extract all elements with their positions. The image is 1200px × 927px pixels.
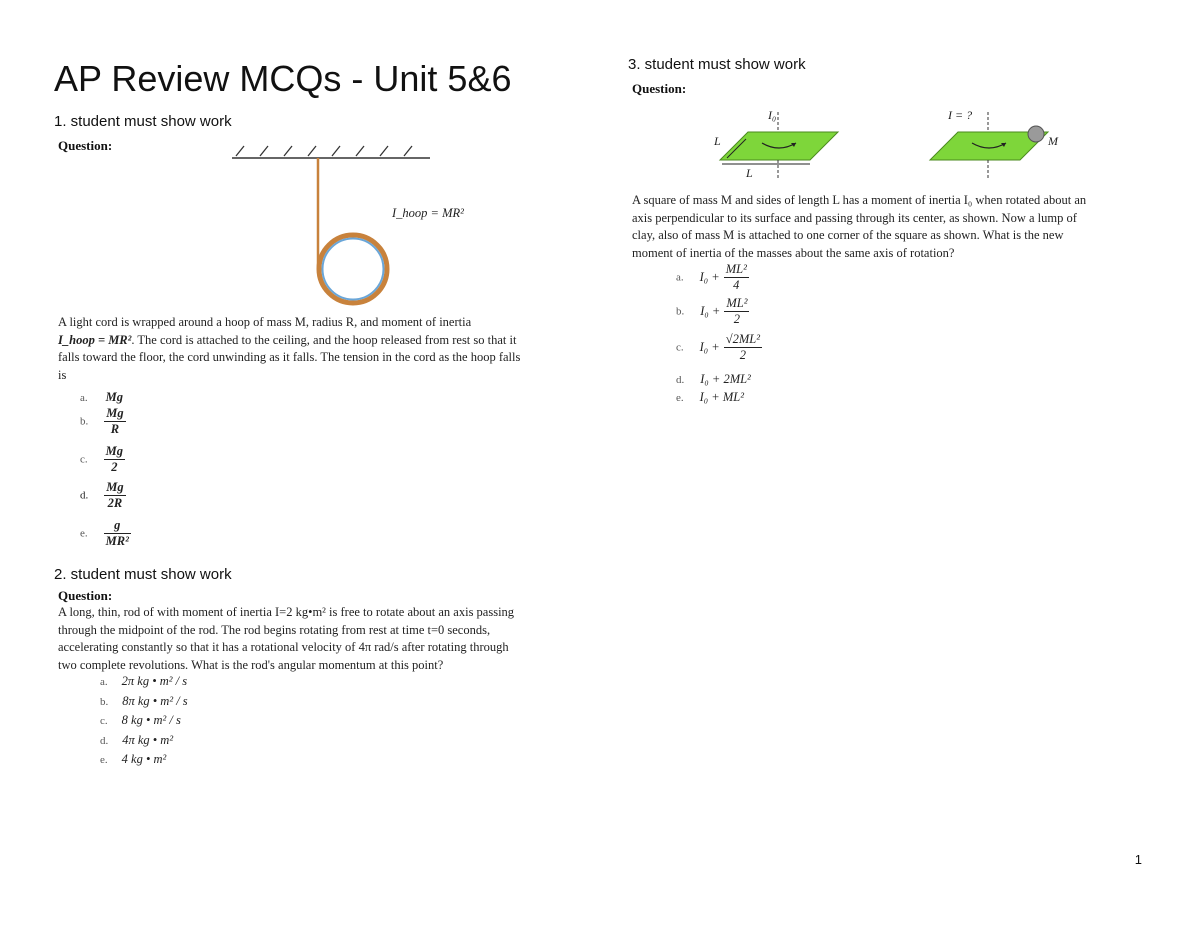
option-fraction [104,406,125,437]
q3-line-4: moment of inertia of the masses about the same axis of rotation? [632,245,955,260]
fraction-numerator: g [114,518,121,532]
hoop-diagram [228,138,438,310]
q2-line-3: accelerating constantly so that it has a rotational velocity of 4π rad/s after rotating through [58,640,509,654]
q3-question-word: Question: [632,81,687,96]
option-value: 8π kg • m² / s [122,693,188,708]
fig-I0-label: I₀ [768,108,777,122]
fraction-numerator: ML² [725,262,747,276]
option-value: 4π kg • m² [122,732,174,747]
q2-line-4: two complete revolutions. What is the rod's angular momentum at this point? [58,657,444,672]
fraction-denominator: 2 [104,459,125,475]
q2-label: 2. student must show work [54,566,232,583]
option-letter: a. [80,392,88,404]
option-letter: b. [80,415,89,428]
option-letter: b. [100,695,109,708]
option-letter: e. [80,527,88,540]
fraction-denominator: MR² [105,534,129,548]
ceiling [232,146,430,158]
option-value: 4 kg • m² [121,752,167,766]
hoop-inner [323,239,384,300]
q3-line-3: clay, also of mass M is attached to one corner of the square as shown. What is the new [632,228,1064,242]
option-letter: a. [100,676,108,688]
q3-option-d[interactable] [676,370,751,388]
option-value: Mg [105,390,124,404]
fraction-numerator: Mg [105,444,124,458]
option-value: I₀ + ML² [699,390,744,404]
option-base: I₀ + [700,304,721,318]
fraction-numerator: Mg [106,480,124,494]
q1-option-d[interactable] [80,480,126,511]
option-value: I₀ + 2ML² [700,372,751,386]
fraction-denominator: R [104,421,125,437]
option-letter: a. [676,271,684,284]
square-diagram [700,106,1080,186]
q2-option-d[interactable] [100,731,188,751]
q3-option-c[interactable] [676,332,762,363]
fraction-denominator: 2 [724,311,749,327]
q2-option-b[interactable] [100,692,188,712]
fraction-denominator: 4 [724,277,749,293]
fig-I-unknown-label: I = ? [948,108,973,122]
option-base: I₀ + [699,340,720,354]
q1-label: 1. student must show work [54,113,232,130]
q1-option-e[interactable] [80,518,131,549]
option-letter: c. [80,453,88,466]
option-value: 2π kg • m² / s [121,674,188,688]
q1-line-1: A light cord is wrapped around a hoop of mass M, radius R, and moment of inertia [58,315,472,329]
q3-option-e[interactable] [676,388,744,406]
q1-line-3: falls toward the floor, the cord unwinding as it falls. The tension in the cord as the hoop falls [58,350,521,364]
fig-L-bottom-label: L [746,166,753,180]
option-fraction [104,480,125,511]
option-base: I₀ + [699,270,720,284]
q1-line-4: is [58,367,67,382]
option-letter: c. [676,341,684,354]
option-fraction [104,444,125,475]
option-fraction [724,296,749,327]
q3-option-b[interactable] [676,296,749,327]
q3-line-2: axis perpendicular to its surface and passing through its center, as shown. Now a lump of [632,210,1077,225]
page-title: AP Review MCQs - Unit 5&6 [54,58,512,99]
q2-line-2: through the midpoint of the rod. The rod begins rotating from rest at time t=0 seconds, [58,622,491,637]
fraction-numerator: √2ML² [725,332,760,346]
q2-option-a[interactable] [100,672,188,692]
option-fraction [724,332,762,363]
q1-option-c[interactable] [80,444,125,475]
option-fraction [104,518,131,549]
fig-L-side-label: L [714,134,721,148]
q1-text [58,314,578,384]
square-left [720,132,838,160]
q3-text [632,192,1172,262]
q2-option-c[interactable] [100,711,188,731]
q2-options [100,672,188,770]
fraction-denominator: 2R [104,495,125,511]
q1-inline-math: I_hoop = MR² [58,332,132,347]
fig-M-label: M [1048,134,1058,148]
fraction-denominator: 2 [724,347,762,363]
q1-line-2 [58,332,578,350]
q3-label: 3. student must show work [628,56,806,73]
hoop-inertia-label: I_hoop = MR² [392,206,464,220]
option-letter: c. [100,715,108,727]
option-letter: d. [676,374,685,386]
clay-lump [1028,126,1044,142]
option-fraction [724,262,749,293]
option-value: 8 kg • m² / s [121,713,181,727]
fraction-numerator: ML² [726,296,748,310]
q1-option-b[interactable] [80,406,126,437]
q2-question-word: Question: [58,588,113,603]
option-letter: d. [100,734,109,747]
option-letter: b. [676,305,685,318]
q2-text [58,604,578,674]
q1-option-a[interactable] [80,388,123,406]
option-letter: d. [80,489,89,502]
page-number: 1 [1134,852,1142,867]
q1-question-word: Question: [58,138,113,153]
q1-line-2-rest: . The cord is attached to the ceiling, and the hoop released from rest so that it [131,332,517,347]
q2-line-1: A long, thin, rod of with moment of inertia I=2 kg•m² is free to rotate about an axis passing [58,605,515,619]
q3-line-1: A square of mass M and sides of length L has a moment of inertia I₀ when rotated about an [632,193,1087,207]
q3-option-a[interactable] [676,262,749,293]
option-letter: e. [676,392,684,404]
option-letter: e. [100,754,108,766]
q2-option-e[interactable] [100,750,188,770]
fraction-numerator: Mg [106,406,124,420]
